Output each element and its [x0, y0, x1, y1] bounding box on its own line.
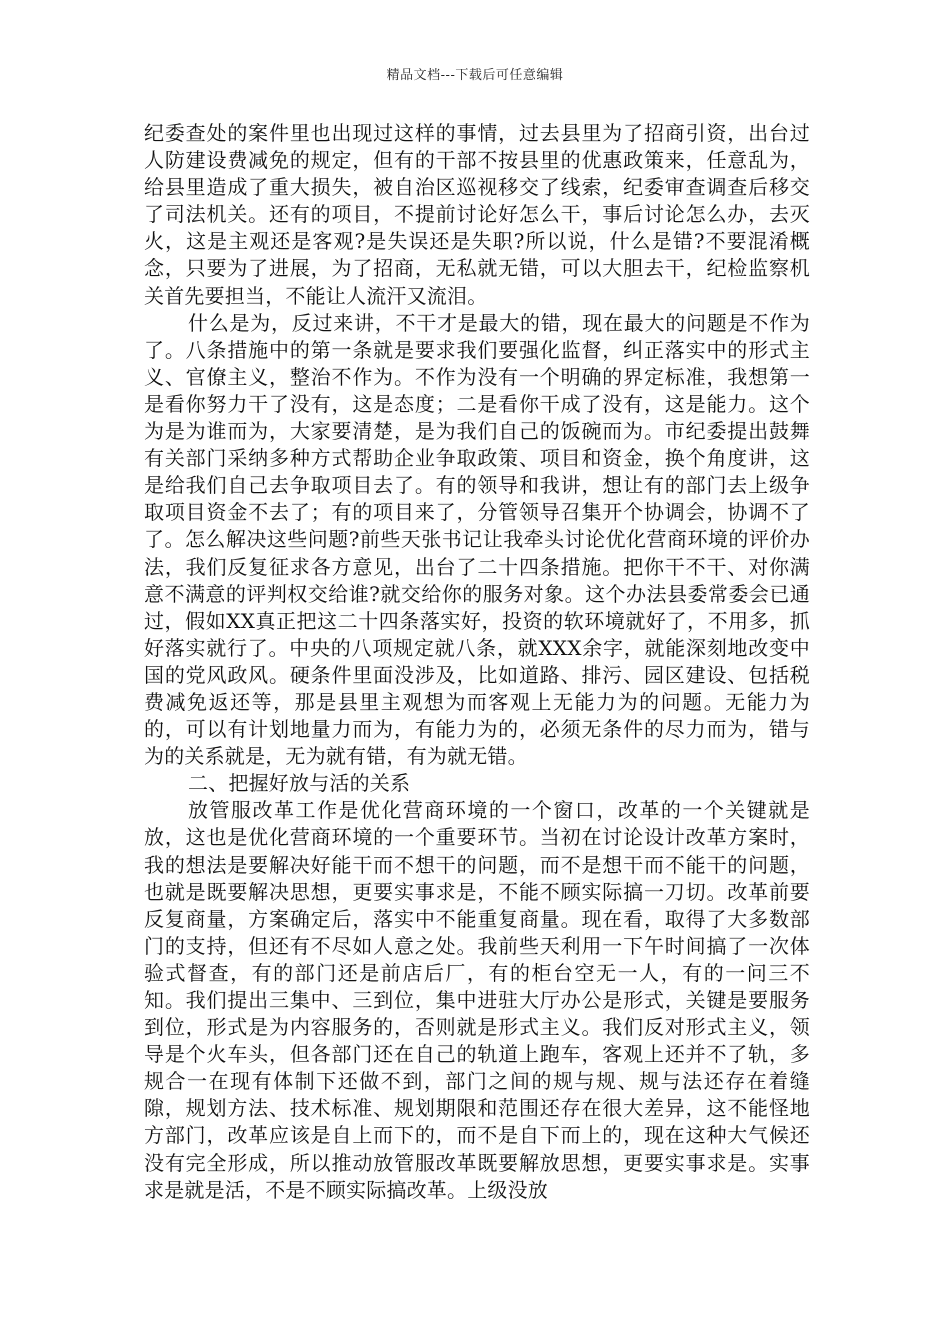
paragraph-1: 纪委查处的案件里也出现过这样的事情，过去县里为了招商引资，出台过人防建设费减免的规定，但有的干部不按县里的优惠政策来，任意乱为，给县里造成了重大损失，被自治区巡视移交了线索，纪委审查调查后移交了司法机关。还有的项目，不提前讨论好怎么干，事后讨论怎么办，去灭火，这是主观还是客观?是失误还是失职?所以说，什么是错?不要混淆概念，只要为了进展，为了招商，无私就无错，可以大胆去干，纪检监察机关首先要担当，不能让人流汗又流泪。 — [144, 121, 810, 308]
paragraph-2: 什么是为，反过来讲，不干才是最大的错，现在最大的问题是不作为了。八条措施中的第一条就是要求我们要强化监督，纠正落实中的形式主义、官僚主义，整治不作为。不作为没有一个明确的界定标准，我想第一是看你努力干了没有，这是态度；二是看你干成了没有，这是能力。这个为是为谁而为，大家要清楚，是为我们自己的饭碗而为。市纪委提出鼓舞有关部门采纳多种方式帮助企业争取政策、项目和资金，换个角度讲，这是给我们自己去争取项目去了。有的领导和我讲，想让有的部门去上级争取项目资金不去了；有的项目来了，分管领导召集开个协调会，协调不了了。怎么解决这些问题?前些天张书记让我牵头讨论优化营商环境的评价办法，我们反复征求各方意见，出台了二十四条措施。把你干不干、对你满意不满意的评判权交给谁?就交给你的服务对象。这个办法县委常委会已通过，假如XX真正把这二十四条落实好，投资的软环境就好了，不用多，抓好落实就行了。中央的八项规定就八条，就XXX余字，就能深刻地改变中国的党风政风。硬条件里面没涉及，比如道路、排污、园区建设、包括税费减免返还等，那是县里主观想为而客观上无能力为的问题。无能力为的，可以有计划地量力而为，有能力为的，必须无条件的尽力而为，错与为的关系就是，无为就有错，有为就无错。 — [144, 310, 810, 769]
paragraph-3: 放管服改革工作是优化营商环境的一个窗口，改革的一个关键就是放，这也是优化营商环境的一个重要环节。当初在讨论设计改革方案时，我的想法是要解决好能干而不想干的问题，而不是想干而不能干的问题，也就是既要解决思想，更要实事求是，不能不顾实际搞一刀切。改革前要反复商量，方案确定后，落实中不能重复商量。现在看，取得了大多数部门的支持，但还有不尽如人意之处。我前些天利用一下午时间搞了一次体验式督查，有的部门还是前店后厂，有的柜台空无一人，有的一问三不知。我们提出三集中、三到位，集中进驻大厅办公是形式，关键是要服务到位，形式是为内容服务的，否则就是形式主义。我们反对形式主义，领导是个火车头，但各部门还在自己的轨道上跑车，客观上还并不了轨，多规合一在现有体制下还做不到，部门之间的规与规、规与法还存在着缝隙，规划方法、技术标准、规划期限和范围还存在很大差异，这不能怪地方部门，改革应该是自上而下的，而不是自下而上的，现在这种大气候还没有完全形成，所以推动放管服改革既要解放思想，更要实事求是。实事求是就是活，不是不顾实际搞改革。上级没放 — [144, 798, 810, 1202]
document-body — [144, 120, 810, 1204]
page-header: 精品文档---下载后可任意编辑 — [386, 68, 564, 83]
section-heading: 二、把握好放与活的关系 — [188, 771, 411, 796]
